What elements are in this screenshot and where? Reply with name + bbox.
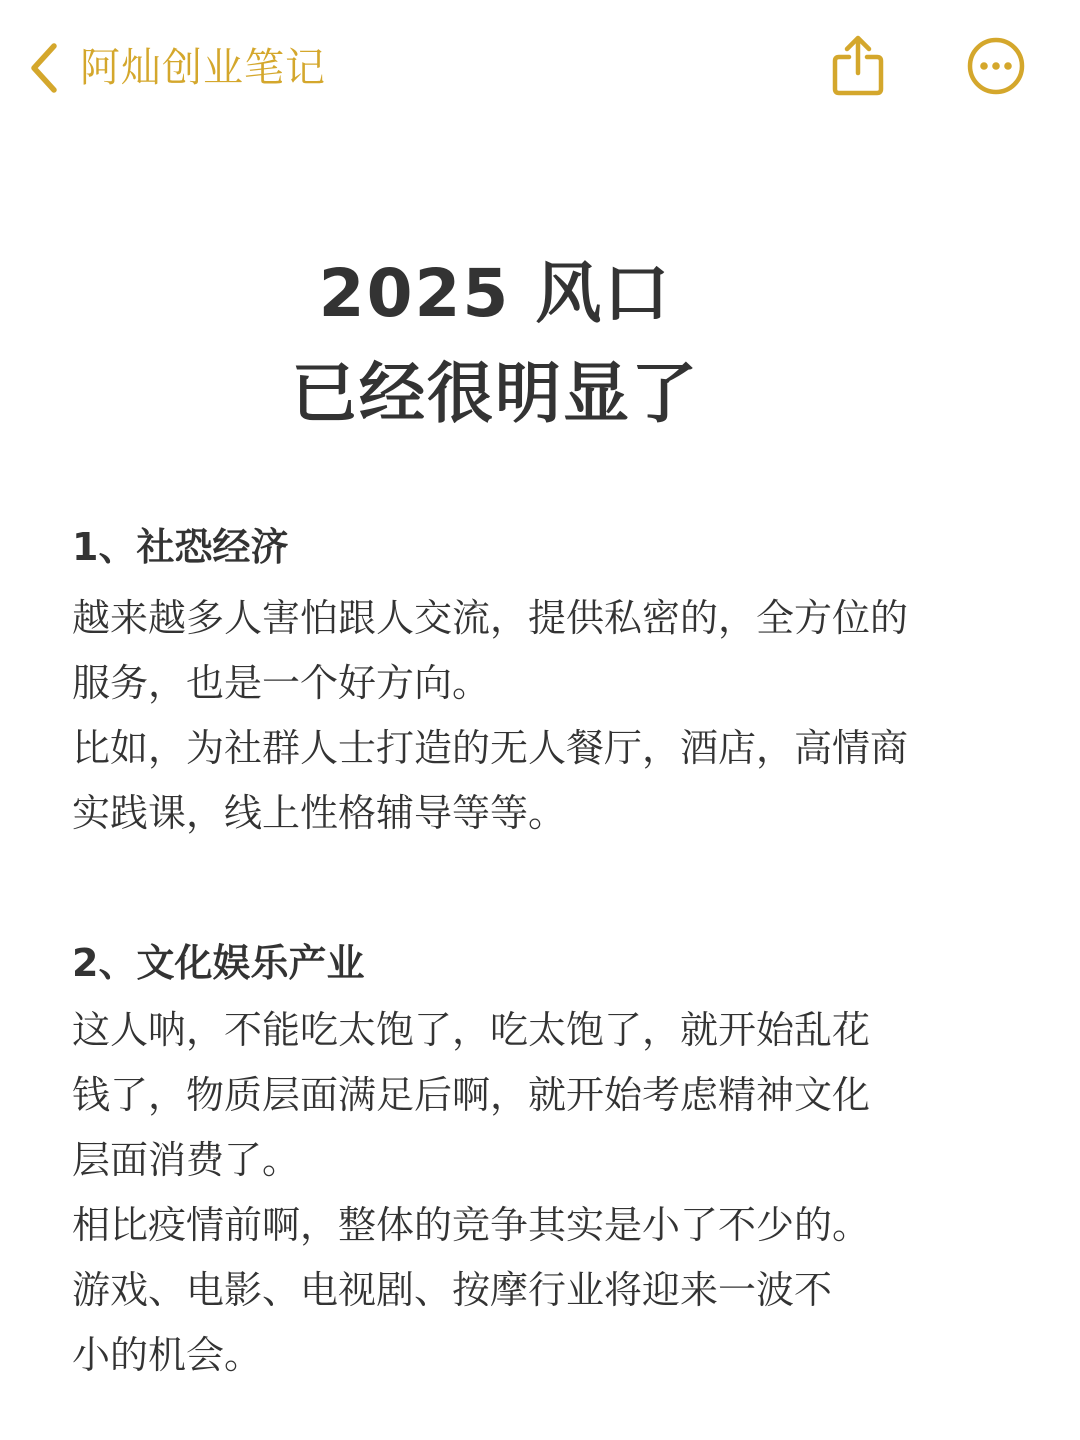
paragraph-line: 小的机会。 <box>72 1333 263 1377</box>
paragraph-line: 层面消费了。 <box>72 1138 301 1182</box>
section-culture-entertainment <box>72 936 1012 1388</box>
paragraph-line: 实践课，线上性格辅导等等。 <box>72 791 567 835</box>
note-body <box>72 520 1012 1388</box>
note-title <box>0 244 990 444</box>
section-heading: 1、社恐经济 <box>72 525 289 569</box>
chevron-left-icon <box>28 42 60 94</box>
paragraph-line: 越来越多人害怕跟人交流，提供私密的，全方位的 <box>72 596 909 640</box>
note-title-line: 2025 风口 <box>318 255 672 332</box>
section-heading: 2、文化娱乐产业 <box>72 941 365 985</box>
paragraph-line: 游戏、电影、电视剧、按摩行业将迎来一波不 <box>72 1268 833 1312</box>
paragraph-line: 比如，为社群人士打造的无人餐厅，酒店，高情商 <box>72 726 909 770</box>
paragraph-line: 钱了，物质层面满足后啊，就开始考虑精神文化 <box>72 1073 871 1117</box>
paragraph-line: 相比疫情前啊，整体的竞争其实是小了不少的。 <box>72 1203 871 1247</box>
back-label: 阿灿创业笔记 <box>80 45 326 91</box>
more-button[interactable] <box>962 34 1030 102</box>
paragraph-line: 服务，也是一个好方向。 <box>72 661 491 705</box>
paragraph-line: 这人呐，不能吃太饱了，吃太饱了，就开始乱花 <box>72 1008 871 1052</box>
section-social-anxiety-economy <box>72 520 1012 846</box>
note-title-line: 已经很明显了 <box>291 355 699 432</box>
section-paragraph <box>72 586 1012 846</box>
more-icon <box>966 36 1026 100</box>
share-icon <box>831 35 885 101</box>
navigation-bar <box>0 0 1080 130</box>
share-button[interactable] <box>824 34 892 102</box>
back-button[interactable] <box>28 36 326 100</box>
section-paragraph <box>72 998 1012 1388</box>
